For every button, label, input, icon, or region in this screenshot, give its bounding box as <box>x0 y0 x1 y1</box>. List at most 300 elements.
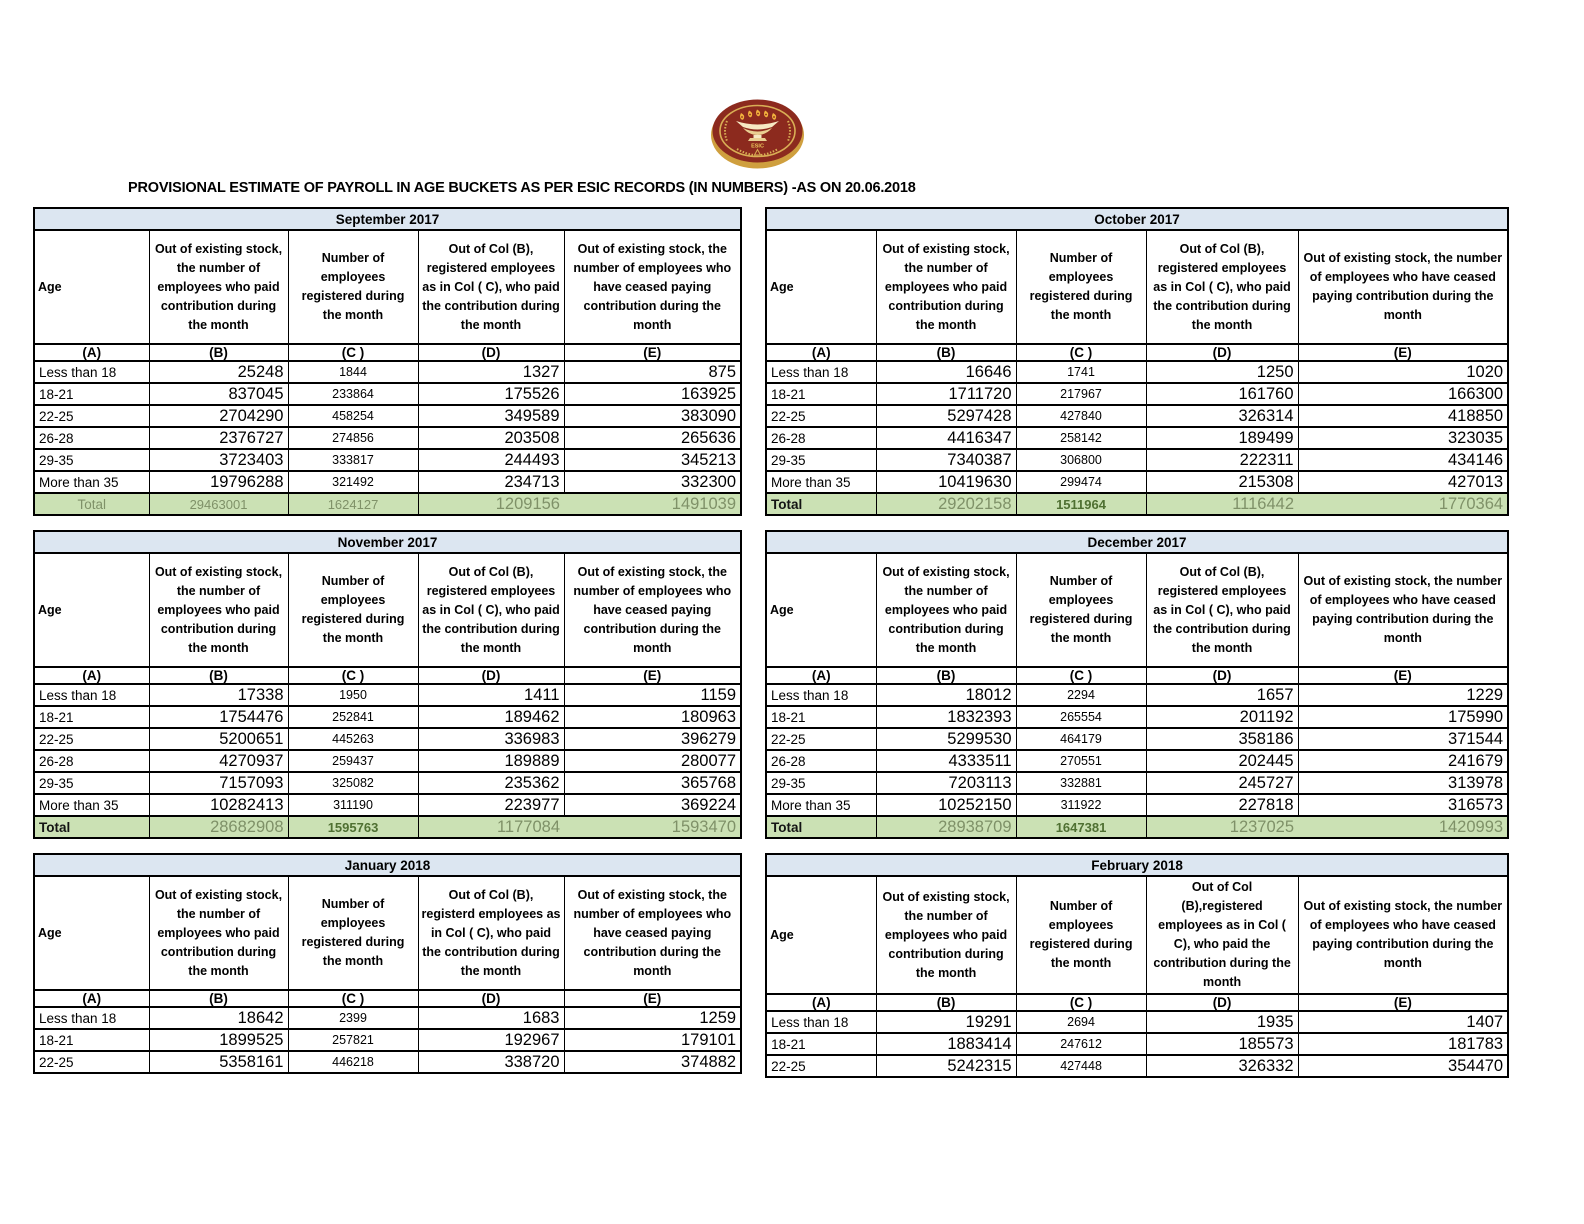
age-cell: 26-28 <box>766 427 876 449</box>
value-cell: 1159 <box>564 684 741 706</box>
col-letter-d: (D) <box>418 990 564 1007</box>
value-cell: 1229 <box>1298 684 1508 706</box>
age-cell: 26-28 <box>34 750 149 772</box>
col-letter-e: (E) <box>564 667 741 684</box>
table-row <box>34 405 741 427</box>
value-cell: 1250 <box>1146 361 1298 383</box>
col-letter-e: (E) <box>1298 667 1508 684</box>
value-cell: 18012 <box>876 684 1016 706</box>
age-cell: 22-25 <box>34 1051 149 1073</box>
value-cell: 3723403 <box>149 449 288 471</box>
col-letter-a: (A) <box>766 344 876 361</box>
value-cell: 464179 <box>1016 728 1146 750</box>
age-column-header: Age <box>34 876 149 990</box>
total-label-cell: Total <box>34 493 149 515</box>
value-cell: 7340387 <box>876 449 1016 471</box>
value-cell: 1899525 <box>149 1029 288 1051</box>
value-cell: 332300 <box>564 471 741 493</box>
total-value-cell: 1593470 <box>564 816 741 838</box>
col-letter-b: (B) <box>149 990 288 1007</box>
total-value-cell: 1595763 <box>288 816 418 838</box>
value-cell: 1950 <box>288 684 418 706</box>
value-cell: 223977 <box>418 794 564 816</box>
value-cell: 1411 <box>418 684 564 706</box>
column-letter-row <box>34 990 741 1007</box>
table-row <box>766 1055 1508 1077</box>
value-cell: 4416347 <box>876 427 1016 449</box>
value-cell: 10419630 <box>876 471 1016 493</box>
value-cell: 1259 <box>564 1007 741 1029</box>
column-description-row <box>34 230 741 344</box>
col-e-header: Out of existing stock, the number of employees who have ceased paying contribution during the month <box>1298 553 1508 667</box>
col-letter-d: (D) <box>418 344 564 361</box>
col-d-header: Out of Col (B), registered employees as in Col ( C), who paid the contribution during the month <box>418 230 564 344</box>
value-cell: 1657 <box>1146 684 1298 706</box>
value-cell: 1020 <box>1298 361 1508 383</box>
age-cell: 22-25 <box>34 405 149 427</box>
value-cell: 10282413 <box>149 794 288 816</box>
value-cell: 180963 <box>564 706 741 728</box>
total-label-cell: Total <box>34 816 149 838</box>
table-row <box>34 383 741 405</box>
value-cell: 5358161 <box>149 1051 288 1073</box>
value-cell: 313978 <box>1298 772 1508 794</box>
age-cell: 18-21 <box>34 706 149 728</box>
value-cell: 258142 <box>1016 427 1146 449</box>
age-cell: More than 35 <box>766 471 876 493</box>
value-cell: 1754476 <box>149 706 288 728</box>
value-cell: 233864 <box>288 383 418 405</box>
month-table-january-2018 <box>33 853 742 1074</box>
value-cell: 371544 <box>1298 728 1508 750</box>
total-row <box>766 493 1508 515</box>
value-cell: 837045 <box>149 383 288 405</box>
value-cell: 427840 <box>1016 405 1146 427</box>
col-letter-b: (B) <box>876 344 1016 361</box>
value-cell: 369224 <box>564 794 741 816</box>
col-d-header: Out of Col (B), registered employees as in Col ( C), who paid the contribution during the month <box>418 553 564 667</box>
age-column-header: Age <box>34 230 149 344</box>
value-cell: 427013 <box>1298 471 1508 493</box>
value-cell: 189462 <box>418 706 564 728</box>
value-cell: 446218 <box>288 1051 418 1073</box>
value-cell: 2694 <box>1016 1011 1146 1033</box>
value-cell: 202445 <box>1146 750 1298 772</box>
value-cell: 325082 <box>288 772 418 794</box>
col-c-header: Number of employees registered during the month <box>288 553 418 667</box>
value-cell: 185573 <box>1146 1033 1298 1055</box>
value-cell: 192967 <box>418 1029 564 1051</box>
value-cell: 333817 <box>288 449 418 471</box>
col-b-header: Out of existing stock, the number of employees who paid contribution during the month <box>876 553 1016 667</box>
value-cell: 189889 <box>418 750 564 772</box>
col-letter-c: (C ) <box>288 990 418 1007</box>
col-letter-c: (C ) <box>288 667 418 684</box>
value-cell: 1711720 <box>876 383 1016 405</box>
value-cell: 2704290 <box>149 405 288 427</box>
column-letter-row <box>34 667 741 684</box>
value-cell: 1883414 <box>876 1033 1016 1055</box>
age-cell: 18-21 <box>766 383 876 405</box>
age-cell: 18-21 <box>34 383 149 405</box>
value-cell: 5242315 <box>876 1055 1016 1077</box>
value-cell: 17338 <box>149 684 288 706</box>
month-header-row <box>34 208 741 230</box>
month-header: September 2017 <box>34 208 741 230</box>
table-row <box>766 728 1508 750</box>
col-letter-b: (B) <box>876 994 1016 1011</box>
month-header-row <box>34 531 741 553</box>
total-label-cell: Total <box>766 816 876 838</box>
table-row <box>766 706 1508 728</box>
value-cell: 434146 <box>1298 449 1508 471</box>
page-title: PROVISIONAL ESTIMATE OF PAYROLL IN AGE BUCKETS AS PER ESIC RECORDS (IN NUMBERS) -AS ON 20.06.2018 <box>128 180 916 196</box>
value-cell: 215308 <box>1146 471 1298 493</box>
table-row <box>34 684 741 706</box>
month-table-february-2018 <box>765 853 1509 1078</box>
value-cell: 252841 <box>288 706 418 728</box>
month-table-october-2017 <box>765 207 1509 516</box>
col-letter-c: (C ) <box>1016 667 1146 684</box>
age-column-header: Age <box>766 876 876 994</box>
table-row <box>34 772 741 794</box>
table-row <box>766 383 1508 405</box>
month-table-september-2017 <box>33 207 742 516</box>
value-cell: 316573 <box>1298 794 1508 816</box>
column-letter-row <box>766 344 1508 361</box>
col-letter-b: (B) <box>149 344 288 361</box>
esic-logo <box>710 97 805 170</box>
col-letter-e: (E) <box>564 990 741 1007</box>
total-label-cell: Total <box>766 493 876 515</box>
value-cell: 326332 <box>1146 1055 1298 1077</box>
month-header-row <box>766 854 1508 876</box>
value-cell: 235362 <box>418 772 564 794</box>
table-row <box>766 449 1508 471</box>
column-description-row <box>766 230 1508 344</box>
total-value-cell: 1647381 <box>1016 816 1146 838</box>
age-cell: 29-35 <box>766 449 876 471</box>
value-cell: 321492 <box>288 471 418 493</box>
total-value-cell: 29202158 <box>876 493 1016 515</box>
total-value-cell: 1116442 <box>1146 493 1298 515</box>
table-row <box>766 471 1508 493</box>
col-b-header: Out of existing stock, the number of employees who paid contribution during the month <box>149 553 288 667</box>
age-cell: 22-25 <box>766 1055 876 1077</box>
value-cell: 323035 <box>1298 427 1508 449</box>
value-cell: 875 <box>564 361 741 383</box>
age-cell: 18-21 <box>766 706 876 728</box>
value-cell: 203508 <box>418 427 564 449</box>
col-e-header: Out of existing stock, the number of employees who have ceased paying contribution during the month <box>564 553 741 667</box>
col-letter-c: (C ) <box>288 344 418 361</box>
value-cell: 10252150 <box>876 794 1016 816</box>
value-cell: 299474 <box>1016 471 1146 493</box>
value-cell: 2376727 <box>149 427 288 449</box>
table-row <box>766 684 1508 706</box>
value-cell: 358186 <box>1146 728 1298 750</box>
age-column-header: Age <box>766 553 876 667</box>
age-cell: 29-35 <box>34 449 149 471</box>
age-cell: 29-35 <box>34 772 149 794</box>
col-letter-b: (B) <box>149 667 288 684</box>
col-letter-d: (D) <box>1146 994 1298 1011</box>
col-letter-e: (E) <box>1298 344 1508 361</box>
table-row <box>766 1011 1508 1033</box>
table-row <box>766 361 1508 383</box>
age-cell: 22-25 <box>766 405 876 427</box>
table-row <box>34 706 741 728</box>
month-header: January 2018 <box>34 854 741 876</box>
col-e-header: Out of existing stock, the number of employees who have ceased paying contribution during the month <box>1298 876 1508 994</box>
value-cell: 217967 <box>1016 383 1146 405</box>
age-cell: Less than 18 <box>34 1007 149 1029</box>
value-cell: 5200651 <box>149 728 288 750</box>
col-letter-e: (E) <box>564 344 741 361</box>
month-header: November 2017 <box>34 531 741 553</box>
age-cell: 22-25 <box>766 728 876 750</box>
table-row <box>766 405 1508 427</box>
value-cell: 244493 <box>418 449 564 471</box>
total-value-cell: 1177084 <box>418 816 564 838</box>
age-cell: 22-25 <box>34 728 149 750</box>
value-cell: 181783 <box>1298 1033 1508 1055</box>
col-c-header: Number of employees registered during the month <box>288 876 418 990</box>
column-letter-row <box>766 994 1508 1011</box>
col-letter-d: (D) <box>418 667 564 684</box>
table-row <box>34 794 741 816</box>
value-cell: 345213 <box>564 449 741 471</box>
column-letter-row <box>766 667 1508 684</box>
value-cell: 189499 <box>1146 427 1298 449</box>
col-letter-d: (D) <box>1146 344 1298 361</box>
value-cell: 1741 <box>1016 361 1146 383</box>
table-row <box>34 1007 741 1029</box>
total-row <box>34 493 741 515</box>
column-description-row <box>34 876 741 990</box>
value-cell: 7203113 <box>876 772 1016 794</box>
month-header: October 2017 <box>766 208 1508 230</box>
age-cell: Less than 18 <box>766 684 876 706</box>
value-cell: 445263 <box>288 728 418 750</box>
value-cell: 18642 <box>149 1007 288 1029</box>
col-b-header: Out of existing stock, the number of employees who paid contribution during the month <box>876 230 1016 344</box>
table-row <box>34 449 741 471</box>
table-band <box>33 207 1509 516</box>
total-value-cell: 1237025 <box>1146 816 1298 838</box>
month-header-row <box>766 531 1508 553</box>
age-column-header: Age <box>766 230 876 344</box>
value-cell: 274856 <box>288 427 418 449</box>
value-cell: 396279 <box>564 728 741 750</box>
value-cell: 19291 <box>876 1011 1016 1033</box>
total-value-cell: 1624127 <box>288 493 418 515</box>
value-cell: 247612 <box>1016 1033 1146 1055</box>
month-header: December 2017 <box>766 531 1508 553</box>
value-cell: 4270937 <box>149 750 288 772</box>
value-cell: 306800 <box>1016 449 1146 471</box>
value-cell: 1407 <box>1298 1011 1508 1033</box>
value-cell: 5299530 <box>876 728 1016 750</box>
total-value-cell: 29463001 <box>149 493 288 515</box>
age-cell: 26-28 <box>766 750 876 772</box>
month-table-december-2017 <box>765 530 1509 839</box>
value-cell: 1327 <box>418 361 564 383</box>
age-cell: Less than 18 <box>766 1011 876 1033</box>
value-cell: 175526 <box>418 383 564 405</box>
value-cell: 418850 <box>1298 405 1508 427</box>
table-row <box>766 1033 1508 1055</box>
col-d-header: Out of Col (B), registered employees as in Col ( C), who paid the contribution during the month <box>1146 553 1298 667</box>
col-c-header: Number of employees registered during the month <box>288 230 418 344</box>
table-row <box>766 772 1508 794</box>
age-cell: 18-21 <box>34 1029 149 1051</box>
value-cell: 338720 <box>418 1051 564 1073</box>
value-cell: 175990 <box>1298 706 1508 728</box>
logo-text: ESIC <box>751 143 764 150</box>
age-cell: More than 35 <box>766 794 876 816</box>
col-letter-c: (C ) <box>1016 994 1146 1011</box>
col-d-header: Out of Col (B),registered employees as in Col ( C), who paid the contribution during the month <box>1146 876 1298 994</box>
table-row <box>34 1051 741 1073</box>
total-value-cell: 1209156 <box>418 493 564 515</box>
value-cell: 1683 <box>418 1007 564 1029</box>
col-d-header: Out of Col (B), registered employees as in Col ( C), who paid the contribution during the month <box>1146 230 1298 344</box>
value-cell: 4333511 <box>876 750 1016 772</box>
total-value-cell: 28682908 <box>149 816 288 838</box>
value-cell: 427448 <box>1016 1055 1146 1077</box>
total-value-cell: 1770364 <box>1298 493 1508 515</box>
age-column-header: Age <box>34 553 149 667</box>
value-cell: 332881 <box>1016 772 1146 794</box>
value-cell: 265636 <box>564 427 741 449</box>
col-letter-a: (A) <box>766 994 876 1011</box>
value-cell: 19796288 <box>149 471 288 493</box>
value-cell: 257821 <box>288 1029 418 1051</box>
total-row <box>34 816 741 838</box>
total-value-cell: 1420993 <box>1298 816 1508 838</box>
value-cell: 383090 <box>564 405 741 427</box>
value-cell: 365768 <box>564 772 741 794</box>
tables-container <box>33 207 1509 1092</box>
column-letter-row <box>34 344 741 361</box>
col-letter-b: (B) <box>876 667 1016 684</box>
total-row <box>766 816 1508 838</box>
table-row <box>34 750 741 772</box>
col-c-header: Number of employees registered during the month <box>1016 553 1146 667</box>
col-b-header: Out of existing stock, the number of employees who paid contribution during the month <box>149 876 288 990</box>
table-row <box>766 750 1508 772</box>
col-c-header: Number of employees registered during the month <box>1016 876 1146 994</box>
col-letter-c: (C ) <box>1016 344 1146 361</box>
value-cell: 336983 <box>418 728 564 750</box>
age-cell: 29-35 <box>766 772 876 794</box>
age-cell: 18-21 <box>766 1033 876 1055</box>
col-letter-a: (A) <box>34 344 149 361</box>
col-b-header: Out of existing stock, the number of employees who paid contribution during the month <box>876 876 1016 994</box>
value-cell: 326314 <box>1146 405 1298 427</box>
value-cell: 259437 <box>288 750 418 772</box>
month-header-row <box>766 208 1508 230</box>
value-cell: 241679 <box>1298 750 1508 772</box>
column-description-row <box>34 553 741 667</box>
col-letter-a: (A) <box>766 667 876 684</box>
age-cell: 26-28 <box>34 427 149 449</box>
table-row <box>766 427 1508 449</box>
table-band <box>33 853 1509 1078</box>
value-cell: 222311 <box>1146 449 1298 471</box>
value-cell: 25248 <box>149 361 288 383</box>
col-e-header: Out of existing stock, the number of employees who have ceased paying contribution during the month <box>1298 230 1508 344</box>
table-band <box>33 530 1509 839</box>
col-letter-a: (A) <box>34 667 149 684</box>
value-cell: 265554 <box>1016 706 1146 728</box>
col-e-header: Out of existing stock, the number of employees who have ceased paying contribution during the month <box>564 876 741 990</box>
value-cell: 163925 <box>564 383 741 405</box>
table-row <box>34 1029 741 1051</box>
month-header: February 2018 <box>766 854 1508 876</box>
col-letter-e: (E) <box>1298 994 1508 1011</box>
value-cell: 2399 <box>288 1007 418 1029</box>
value-cell: 374882 <box>564 1051 741 1073</box>
col-b-header: Out of existing stock, the number of employees who paid contribution during the month <box>149 230 288 344</box>
age-cell: More than 35 <box>34 471 149 493</box>
value-cell: 349589 <box>418 405 564 427</box>
value-cell: 1844 <box>288 361 418 383</box>
value-cell: 245727 <box>1146 772 1298 794</box>
table-row <box>34 471 741 493</box>
value-cell: 227818 <box>1146 794 1298 816</box>
column-description-row <box>766 553 1508 667</box>
table-row <box>34 728 741 750</box>
value-cell: 201192 <box>1146 706 1298 728</box>
value-cell: 270551 <box>1016 750 1146 772</box>
value-cell: 166300 <box>1298 383 1508 405</box>
value-cell: 16646 <box>876 361 1016 383</box>
total-value-cell: 28938709 <box>876 816 1016 838</box>
value-cell: 354470 <box>1298 1055 1508 1077</box>
value-cell: 280077 <box>564 750 741 772</box>
value-cell: 5297428 <box>876 405 1016 427</box>
table-row <box>766 794 1508 816</box>
col-c-header: Number of employees registered during the month <box>1016 230 1146 344</box>
age-cell: Less than 18 <box>34 361 149 383</box>
age-cell: More than 35 <box>34 794 149 816</box>
value-cell: 311922 <box>1016 794 1146 816</box>
column-description-row <box>766 876 1508 994</box>
col-letter-a: (A) <box>34 990 149 1007</box>
value-cell: 1832393 <box>876 706 1016 728</box>
esic-emblem-graphic <box>710 97 805 170</box>
table-row <box>34 427 741 449</box>
col-d-header: Out of Col (B), registerd employees as in Col ( C), who paid the contribution during the month <box>418 876 564 990</box>
value-cell: 161760 <box>1146 383 1298 405</box>
value-cell: 311190 <box>288 794 418 816</box>
col-letter-d: (D) <box>1146 667 1298 684</box>
value-cell: 1935 <box>1146 1011 1298 1033</box>
value-cell: 234713 <box>418 471 564 493</box>
month-header-row <box>34 854 741 876</box>
table-row <box>34 361 741 383</box>
age-cell: Less than 18 <box>34 684 149 706</box>
age-cell: Less than 18 <box>766 361 876 383</box>
month-table-november-2017 <box>33 530 742 839</box>
total-value-cell: 1511964 <box>1016 493 1146 515</box>
value-cell: 179101 <box>564 1029 741 1051</box>
total-value-cell: 1491039 <box>564 493 741 515</box>
value-cell: 2294 <box>1016 684 1146 706</box>
value-cell: 458254 <box>288 405 418 427</box>
